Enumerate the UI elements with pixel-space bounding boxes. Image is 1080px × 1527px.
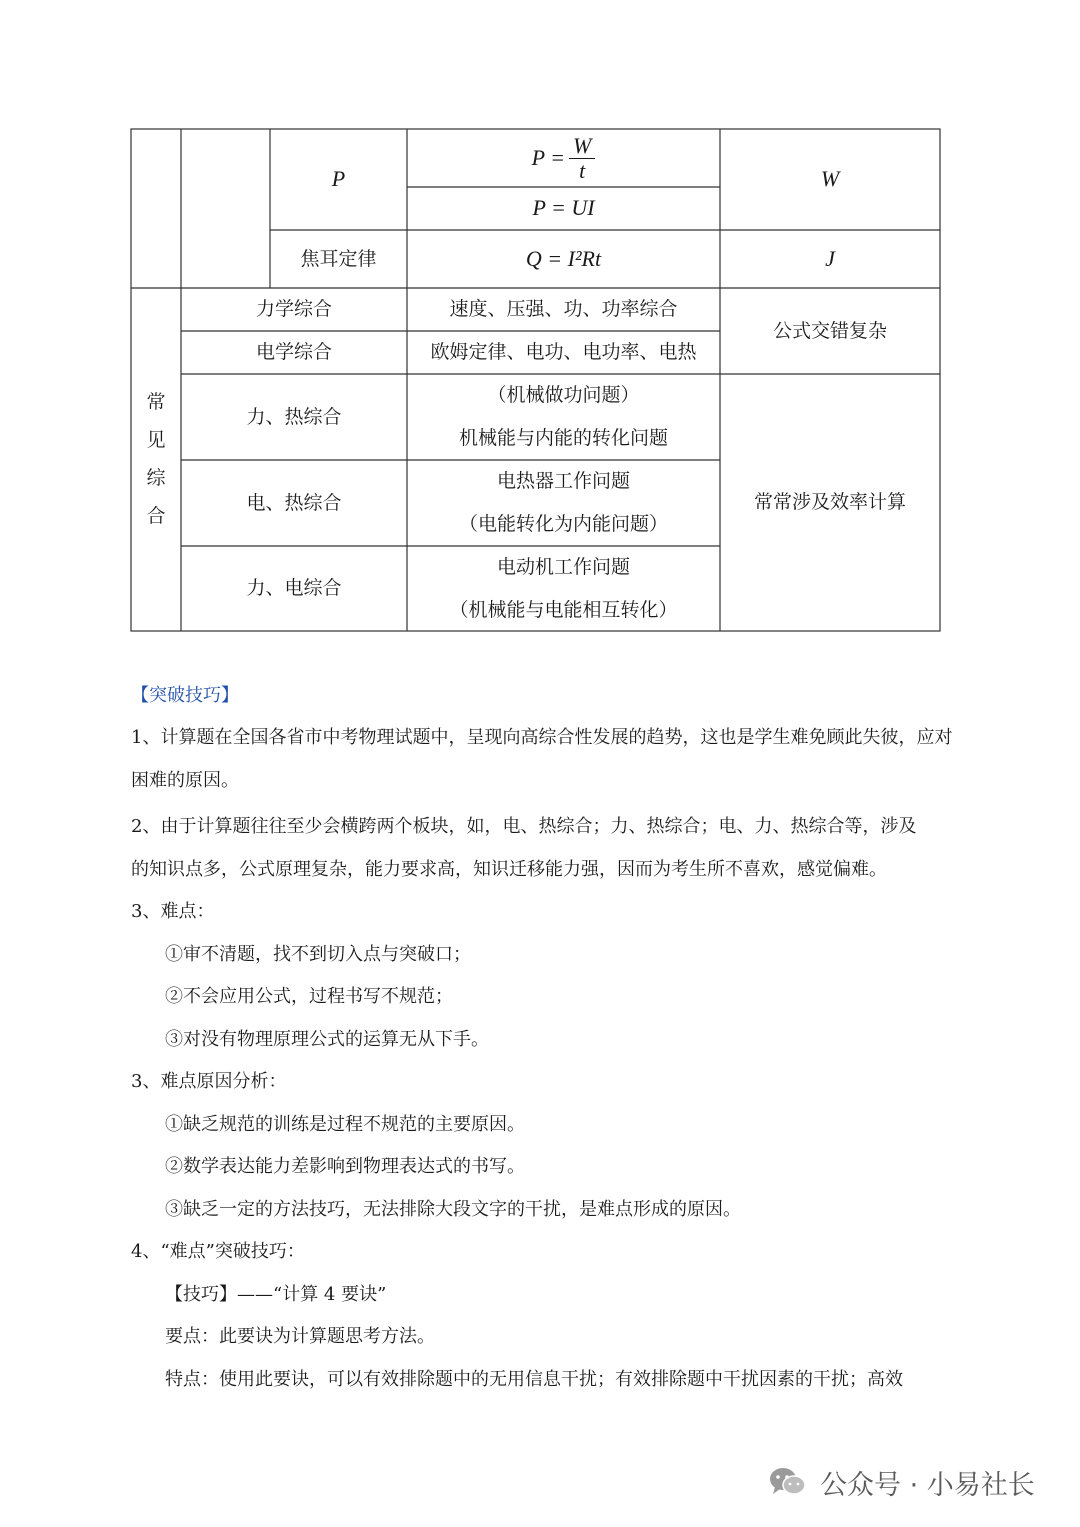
tip-feature: 特点：使用此要诀，可以有效排除题中的无用信息干扰；有效排除题中干扰因素的干扰；高效 xyxy=(165,1369,903,1390)
power-ui-text: P = UI xyxy=(532,195,595,221)
row-elec-heat-content xyxy=(407,460,720,546)
formula-symbol: P xyxy=(331,166,346,192)
row-content-line: （电能转化为内能问题） xyxy=(458,513,668,535)
joule-unit-cell xyxy=(720,230,940,288)
cause-item: ③缺乏一定的方法技巧，无法排除大段文字的干扰，是难点形成的原因。 xyxy=(165,1199,741,1220)
section-title: 【突破技巧】 xyxy=(131,685,239,706)
row-name: 力学综合 xyxy=(255,298,332,321)
fraction xyxy=(569,134,595,181)
fraction-lhs: P = xyxy=(531,144,566,170)
watermark-text: 公众号 · 小易社长 xyxy=(820,1469,1035,1501)
row-content-line: 机械能与内能的转化问题 xyxy=(458,427,668,449)
row-name: 电、热综合 xyxy=(246,491,342,514)
row-content: 速度、压强、功、功率综合 xyxy=(449,298,678,321)
row-content-line: （机械能与电能相互转化） xyxy=(449,598,678,621)
row-name: 力、热综合 xyxy=(246,405,342,428)
power-formula-fraction xyxy=(407,129,720,187)
composite-char: 合 xyxy=(146,504,166,527)
fraction-numerator: W xyxy=(569,134,595,158)
tip-title: 【技巧】——“计算 4 要诀” xyxy=(165,1284,387,1305)
paragraph-2-line-1: 2、由于计算题往往至少会横跨两个板块，如，电、热综合；力、热综合；电、力、热综合等，涉及 xyxy=(131,816,917,837)
cause-item: ①缺乏规范的训练是过程不规范的主要原因。 xyxy=(165,1114,525,1135)
note-text: 常常涉及效率计算 xyxy=(753,491,906,514)
cause-heading: 3、难点原因分析： xyxy=(131,1071,287,1092)
difficulty-item: ②不会应用公式，过程书写不规范； xyxy=(165,986,453,1007)
joule-formula-cell xyxy=(407,230,720,288)
joule-law-name xyxy=(270,230,407,288)
row-force-elec-content xyxy=(407,546,720,631)
joule-unit: J xyxy=(825,245,835,271)
difficulty-heading: 3、难点： xyxy=(131,901,215,922)
row-content-line: （机械做功问题） xyxy=(487,384,640,407)
formula-symbol-cell xyxy=(270,129,407,230)
row-mechanics-content xyxy=(407,288,720,331)
row-force-elec-name xyxy=(181,546,407,631)
power-unit: W xyxy=(820,166,840,192)
row-force-heat-name xyxy=(181,374,407,460)
composite-char: 见 xyxy=(146,429,166,452)
fraction-denominator: t xyxy=(579,157,586,183)
note-efficiency xyxy=(720,374,940,631)
row-name: 电学综合 xyxy=(255,341,332,364)
paragraph-1: 1、计算题在全国各省市中考物理试题中，呈现向高综合性发展的趋势，这也是学生难免顾此失彼，应对困难的原因。 xyxy=(131,727,953,791)
cause-item: ②数学表达能力差影响到物理表达式的书写。 xyxy=(165,1156,525,1177)
joule-formula: Q = I²Rt xyxy=(525,245,602,271)
row-content-line: 电动机工作问题 xyxy=(496,555,630,578)
row-electricity-content xyxy=(407,331,720,374)
row-force-heat-content xyxy=(407,374,720,460)
tip-point: 要点：此要诀为计算题思考方法。 xyxy=(165,1326,435,1347)
composite-char: 常 xyxy=(146,391,166,414)
difficulty-item: ①审不清题，找不到切入点与突破口； xyxy=(165,944,471,965)
note-formula-complex xyxy=(720,288,940,374)
row-elec-heat-name xyxy=(181,460,407,546)
composite-char: 综 xyxy=(146,467,166,489)
note-text: 公式交错复杂 xyxy=(772,319,887,342)
joule-law-label: 焦耳定律 xyxy=(300,247,377,270)
row-name: 力、电综合 xyxy=(246,577,342,600)
watermark xyxy=(768,1458,1035,1506)
row-electricity-name xyxy=(181,331,407,374)
wechat-icon xyxy=(768,1465,808,1499)
composite-label xyxy=(131,288,181,631)
power-formula-ui xyxy=(407,187,720,230)
row-content-line: 电热器工作问题 xyxy=(496,470,630,493)
paragraph-2-line-2: 的知识点多，公式原理复杂，能力要求高，知识迁移能力强，因而为考生所不喜欢，感觉偏难。 xyxy=(131,859,887,880)
row-mechanics-name xyxy=(181,288,407,331)
row-content: 欧姆定律、电功、电功率、电热 xyxy=(430,341,697,364)
power-unit-cell xyxy=(720,129,940,230)
difficulty-item: ③对没有物理原理公式的运算无从下手。 xyxy=(165,1029,489,1050)
breakthrough-heading: 4、“难点”突破技巧： xyxy=(131,1241,305,1262)
